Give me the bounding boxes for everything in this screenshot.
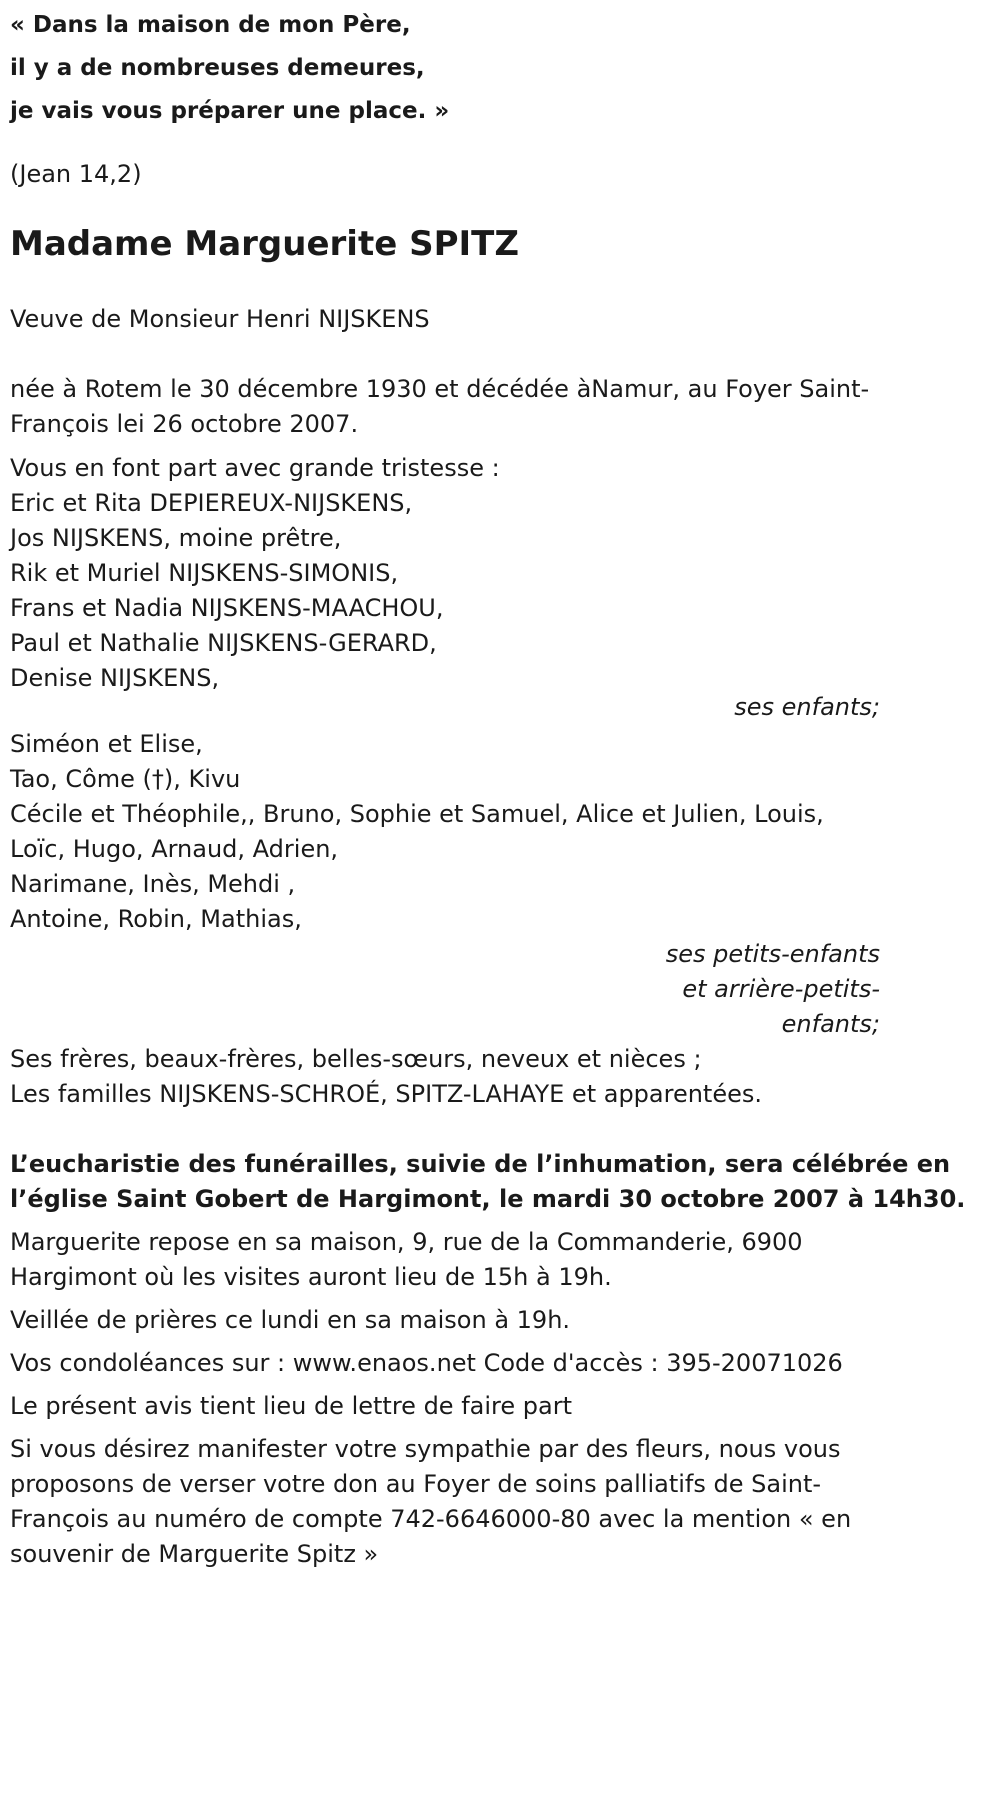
flowers-line: souvenir de Marguerite Spitz »: [10, 1540, 379, 1568]
ceremony-line: L’eucharistie des funérailles, suivie de l’inhumation, sera célébrée en: [10, 1150, 951, 1178]
children-list: [10, 451, 880, 696]
list-item: Loïc, Hugo, Arnaud, Adrien,: [10, 835, 339, 863]
grandchildren-role: [10, 937, 880, 1042]
list-item: Ses frères, beaux-frères, belles-sœurs, neveux et nièces ;: [10, 1045, 702, 1073]
birth-death-line: née à Rotem le 30 décembre 1930 et décédée àNamur, au Foyer Saint-: [10, 375, 870, 403]
role-line: enfants;: [781, 1010, 880, 1038]
birth-death-info: [10, 372, 880, 442]
role-line: ses enfants;: [734, 693, 880, 721]
list-item: Jos NIJSKENS, moine prêtre,: [10, 524, 342, 552]
rest-info: [10, 1225, 880, 1295]
list-item: Rik et Muriel NIJSKENS-SIMONIS,: [10, 559, 399, 587]
flowers-line: proposons de verser votre don au Foyer de soins palliatifs de Saint-: [10, 1470, 822, 1498]
list-item: Les familles NIJSKENS-SCHROÉ, SPITZ-LAHAYE et apparentées.: [10, 1080, 763, 1108]
quote-line: « Dans la maison de mon Père,: [10, 12, 411, 38]
list-item: Paul et Nathalie NIJSKENS-GERARD,: [10, 629, 437, 657]
list-item: Siméon et Elise,: [10, 730, 203, 758]
condolences-info: Vos condoléances sur : www.enaos.net Code d'accès : 395-20071026: [10, 1349, 843, 1377]
rest-line: Hargimont où les visites auront lieu de 15h à 19h.: [10, 1263, 612, 1291]
ceremony-info: [10, 1147, 966, 1217]
list-item: Frans et Nadia NIJSKENS-MAACHOU,: [10, 594, 444, 622]
list-item: Antoine, Robin, Mathias,: [10, 905, 302, 933]
quote-line: il y a de nombreuses demeures,: [10, 55, 425, 81]
birth-death-line: François lei 26 octobre 2007.: [10, 410, 359, 438]
vigil-info: Veillée de prières ce lundi en sa maison à 19h.: [10, 1306, 571, 1334]
announcement-intro: Vous en font part avec grande tristesse :: [10, 454, 500, 482]
list-item: Cécile et Théophile,, Bruno, Sophie et Samuel, Alice et Julien, Louis,: [10, 800, 824, 828]
list-item: Narimane, Inès, Mehdi ,: [10, 870, 296, 898]
role-line: ses petits-enfants: [665, 940, 880, 968]
notice-info: Le présent avis tient lieu de lettre de faire part: [10, 1392, 572, 1420]
quote-line: je vais vous préparer une place. »: [10, 98, 450, 124]
list-item: Eric et Rita DEPIEREUX-NIJSKENS,: [10, 489, 413, 517]
list-item: Tao, Côme (†), Kivu: [10, 765, 241, 793]
deceased-name: Madame Marguerite SPITZ: [10, 224, 520, 264]
grandchildren-list: [10, 727, 880, 937]
flowers-line: François au numéro de compte 742-6646000-80 avec la mention « en: [10, 1505, 852, 1533]
ceremony-line: l’église Saint Gobert de Hargimont, le mardi 30 octobre 2007 à 14h30.: [10, 1185, 966, 1213]
flowers-info: [10, 1432, 880, 1572]
list-item: Denise NIJSKENS,: [10, 664, 220, 692]
role-line: et arrière-petits-: [682, 975, 880, 1003]
quote-reference: (Jean 14,2): [10, 160, 142, 188]
other-relatives: [10, 1042, 880, 1112]
widow-of: Veuve de Monsieur Henri NIJSKENS: [10, 305, 430, 333]
obituary-notice: [0, 4, 966, 1572]
bible-quote: [10, 4, 880, 133]
rest-line: Marguerite repose en sa maison, 9, rue de la Commanderie, 6900: [10, 1228, 803, 1256]
flowers-line: Si vous désirez manifester votre sympathie par des fleurs, nous vous: [10, 1435, 841, 1463]
